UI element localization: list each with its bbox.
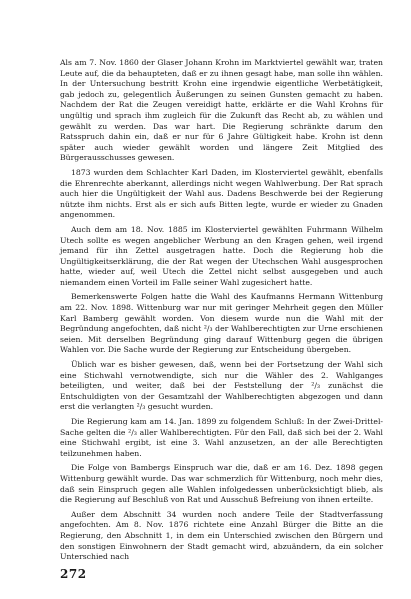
body-text: [60, 58, 383, 563]
page-number: 272: [60, 567, 87, 581]
paragraph-stichwahl: Üblich war es bisher gewesen, daß, wenn bei der Fortsetzung der Wahl sich eine Stichwahl vernotwendigte, sich nur die Wähler des 2. Wahlganges beteiligten, und weiter, daß bei der Feststellung der ²/₃ zunächst die Entschuldigten von der Gesamtzahl der Wahlberechtigten abgezogen und dann erst die verlangten ²/₃ gesucht wurden.: [60, 360, 383, 412]
paragraph-abschnitt: Außer dem Abschnitt 34 wurden noch andere Teile der Stadtverfassung angefochten. Am 8. Nov. 1876 richtete eine Anzahl Bürger die Bitte an die Regierung, den Abschnitt 1, in dem ein Unterschied zwischen den Bürgern und den sonstigen Einwohnern der Stadt gemacht wird, abzuändern, da ein solcher Unterschied nach: [60, 509, 383, 562]
paragraph-wittenburg: Bemerkenswerte Folgen hatte die Wahl des Kaufmanns Hermann Wittenburg am 22. Nov. 1898. Wittenburg war nur mit geringer Mehrheit gegen den Müller Karl Bamberg gewählt worden. Von diesem wurde nun die Wahl mit der Begründung angefochten, daß nicht ²/₃ der Wahlberechtigten zur Urne erschienen seien. Mit derselben Begründung ging darauf Wittenburg gegen die übrigen Wahlen vor. Die Sache wurde der Regierung zur Entscheidung übergeben.: [60, 292, 383, 355]
paragraph-bamberg: Die Folge von Bambergs Einspruch war die, daß er am 16. Dez. 1898 gegen Wittenburg gewählt wurde. Das war schmerzlich für Wittenburg, noch mehr dies, daß sein Einspruch gegen alle Wahlen infolgedessen unberücksichtigt blieb, als die Regierung auf Beschluß von Rat und Ausschuß Befreiung von ihnen erteilte.: [60, 463, 383, 505]
paragraph-daden: 1873 wurden dem Schlachter Karl Daden, im Klosterviertel gewählt, ebenfalls die Ehrenrechte aberkannt, allerdings nicht wegen Wahlwerbung. Der Rat sprach auch hier die Ungültigkeit der Wahl aus. Dadens Beschwerde bei der Regierung nützte ihm nichts. Erst als er sich aufs Bitten legte, wurde er wieder zu Gnaden angenommen.: [60, 167, 383, 220]
paragraph-regierung: Die Regierung kam am 14. Jan. 1899 zu folgendem Schluß: In der Zwei-Drittel-Sache gelten die ²/₃ aller Wahlberechtigten. Für den Fall, daß sich bei der 2. Wahl eine Stichwahl ergibt, ist eine 3. Wahl anzusetzen, an der alle Berechtigten teilzunehmen haben.: [60, 417, 383, 458]
paragraph-krohn: Als am 7. Nov. 1860 der Glaser Johann Krohn im Marktviertel gewählt war, traten Leute auf, die da behaupteten, daß er zu ihnen gesagt habe, man solle ihn wählen. In der Untersuchung bestritt Krohn eine irgendwie eigentliche Werbetätigkeit, gab jedoch zu, gelegentlich Äußerungen zu seinen Gunsten gemacht zu haben. Nachdem der Rat die Zeugen vereidigt hatte, erklärte er die Wahl Krohns für ungültig und sprach ihm zugleich für die Zukunft das Recht ab, zu wählen und gewählt zu werden. Das war hart. Die Regierung schränkte darum den Ratsspruch dahin ein, daß er nur für 6 Jahre Gültigkeit habe. Krohn ist denn später auch wieder gewählt worden und längere Zeit Mitglied des Bürgerausschusses gewesen.: [60, 58, 383, 163]
paragraph-utech: Auch dem am 18. Nov. 1885 im Klosterviertel gewählten Fuhrmann Wilhelm Utech sollte es wegen angeblicher Werbung an den Kragen gehen, weil irgend jemand für ihn Zettel ausgetragen hatte. Doch die Regierung hob die Ungültigkeitserklärung, die der Rat wegen der Utechschen Wahl ausgesprochen hatte, wieder auf, weil Utech die Zettel nicht selbst ausgegeben und auch niemandem einen Vorteil im Falle seiner Wahl zugesichert hatte.: [60, 224, 383, 287]
